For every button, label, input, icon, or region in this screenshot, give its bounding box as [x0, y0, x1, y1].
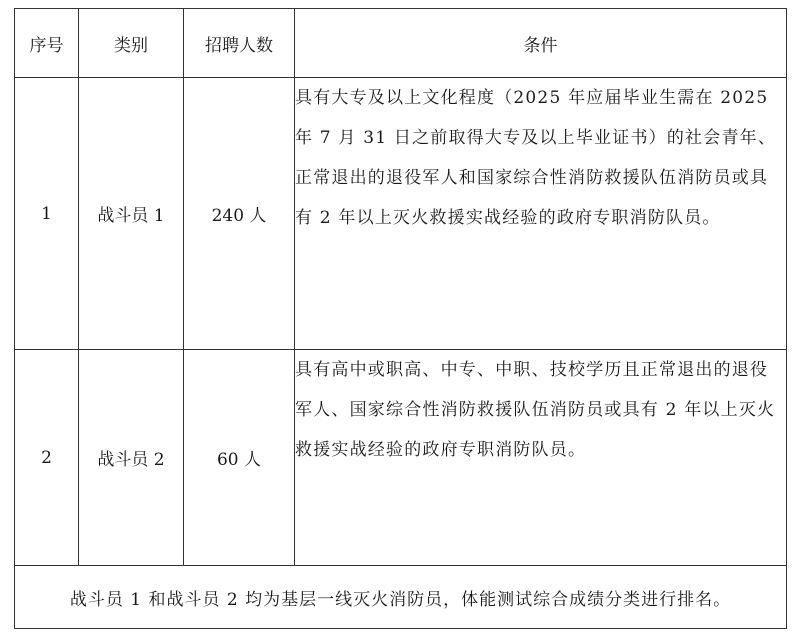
recruitment-table [14, 8, 787, 629]
row-index: 2 [15, 350, 79, 566]
header-conditions: 条件 [295, 9, 787, 78]
header-index: 序号 [15, 9, 79, 78]
row-count: 240 人 [184, 78, 295, 350]
note-row [15, 566, 787, 629]
table-row [15, 78, 787, 350]
table-note: 战斗员 1 和战斗员 2 均为基层一线灭火消防员，体能测试综合成绩分类进行排名。 [15, 566, 787, 629]
header-count: 招聘人数 [184, 9, 295, 78]
row-conditions: 具有大专及以上文化程度（2025 年应届毕业生需在 2025 年 7 月 31 日之前取得大专及以上毕业证书）的社会青年、正常退出的退役军人和国家综合性消防救援队伍消防员或具有 2 年以上灭火救援实战经验的政府专职消防队员。 [295, 78, 787, 350]
header-category: 类别 [79, 9, 184, 78]
header-row [15, 9, 787, 78]
row-category: 战斗员 2 [79, 350, 184, 566]
table-row [15, 350, 787, 566]
row-index: 1 [15, 78, 79, 350]
row-count: 60 人 [184, 350, 295, 566]
row-category: 战斗员 1 [79, 78, 184, 350]
row-conditions: 具有高中或职高、中专、中职、技校学历且正常退出的退役军人、国家综合性消防救援队伍消防员或具有 2 年以上灭火救援实战经验的政府专职消防队员。 [295, 350, 787, 566]
